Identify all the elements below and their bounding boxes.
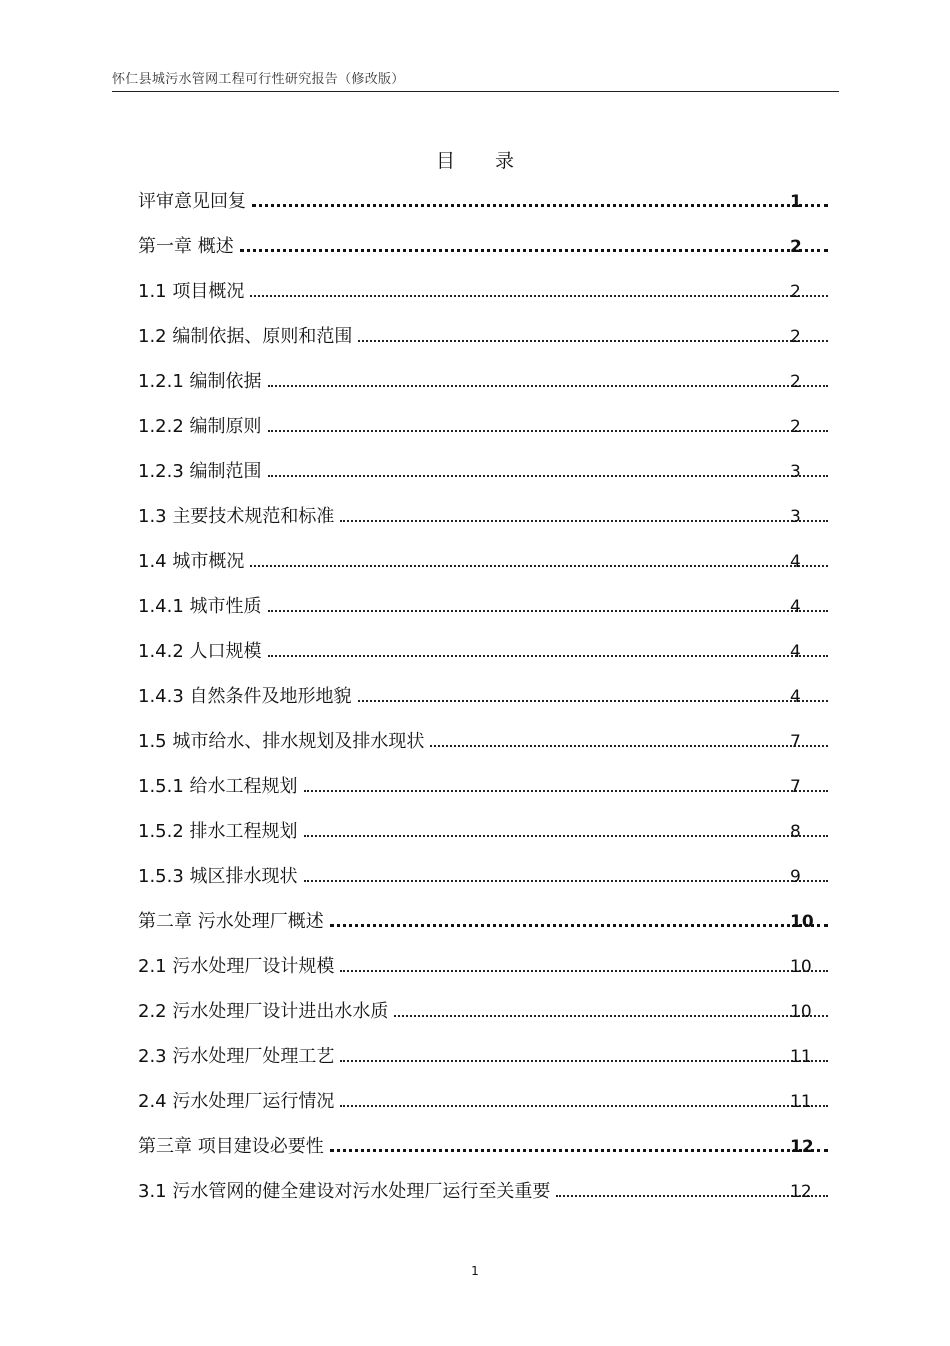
toc-entry-page: 4 — [790, 687, 801, 707]
toc-entry-page: 9 — [790, 867, 801, 887]
toc-entry[interactable] — [138, 861, 838, 906]
toc-entry-label: 1.3 主要技术规范和标准 — [138, 505, 338, 529]
table-of-contents — [138, 186, 838, 1221]
toc-entry-page: 2 — [790, 417, 801, 437]
toc-entry[interactable] — [138, 501, 838, 546]
toc-entry[interactable] — [138, 591, 838, 636]
toc-entry-label: 第二章 污水处理厂概述 — [138, 910, 328, 934]
toc-entry-page: 1 — [790, 192, 802, 212]
toc-entry[interactable] — [138, 636, 838, 681]
toc-dot-leader — [330, 922, 828, 927]
toc-entry-label: 2.2 污水处理厂设计进出水水质 — [138, 1000, 392, 1024]
toc-entry-page: 4 — [790, 552, 801, 572]
toc-entry[interactable] — [138, 726, 838, 771]
toc-entry-label: 1.5.1 给水工程规划 — [138, 775, 302, 799]
toc-entry-label: 3.1 污水管网的健全建设对污水处理厂运行至关重要 — [138, 1180, 554, 1204]
toc-dot-leader — [358, 698, 828, 702]
toc-entry[interactable] — [138, 186, 838, 231]
toc-entry[interactable] — [138, 321, 838, 366]
toc-entry[interactable] — [138, 1176, 838, 1221]
toc-dot-leader — [268, 428, 828, 432]
toc-entry[interactable] — [138, 1041, 838, 1086]
toc-dot-leader — [304, 833, 828, 837]
toc-entry-label: 第一章 概述 — [138, 235, 238, 259]
page-number: 1 — [471, 1264, 479, 1278]
toc-dot-leader — [340, 518, 828, 522]
toc-entry-label: 1.2.3 编制范围 — [138, 460, 266, 484]
toc-dot-leader — [340, 1058, 828, 1062]
toc-dot-leader — [268, 653, 828, 657]
toc-entry-label: 1.5.3 城区排水现状 — [138, 865, 302, 889]
toc-entry[interactable] — [138, 366, 838, 411]
toc-dot-leader — [250, 563, 828, 567]
toc-entry-label: 1.2 编制依据、原则和范围 — [138, 325, 356, 349]
toc-dot-leader — [340, 968, 828, 972]
toc-entry-label: 1.2.1 编制依据 — [138, 370, 266, 394]
toc-entry-page: 7 — [790, 777, 801, 797]
toc-entry-page: 2 — [790, 372, 801, 392]
toc-entry[interactable] — [138, 1086, 838, 1131]
toc-entry-page: 11 — [790, 1092, 812, 1112]
toc-entry-page: 4 — [790, 642, 801, 662]
toc-entry-label: 第三章 项目建设必要性 — [138, 1135, 328, 1159]
toc-entry[interactable] — [138, 771, 838, 816]
toc-entry-page: 3 — [790, 462, 801, 482]
toc-entry-label: 1.4.2 人口规模 — [138, 640, 266, 664]
toc-entry-page: 10 — [790, 912, 814, 932]
toc-dot-leader — [340, 1103, 828, 1107]
toc-entry-label: 1.5.2 排水工程规划 — [138, 820, 302, 844]
toc-entry-page: 3 — [790, 507, 801, 527]
toc-entry[interactable] — [138, 276, 838, 321]
toc-entry-label: 1.4 城市概况 — [138, 550, 248, 574]
toc-entry-page: 10 — [790, 1002, 812, 1022]
toc-entry-page: 2 — [790, 282, 801, 302]
toc-entry[interactable] — [138, 996, 838, 1041]
toc-entry[interactable] — [138, 906, 838, 951]
toc-entry-page: 7 — [790, 732, 801, 752]
toc-dot-leader — [556, 1193, 828, 1197]
toc-entry-page: 10 — [790, 957, 812, 977]
toc-entry-page: 8 — [790, 822, 801, 842]
toc-dot-leader — [358, 338, 828, 342]
toc-entry[interactable] — [138, 1131, 838, 1176]
toc-entry[interactable] — [138, 951, 838, 996]
toc-dot-leader — [252, 202, 828, 207]
toc-dot-leader — [304, 878, 828, 882]
toc-entry-page: 4 — [790, 597, 801, 617]
toc-entry[interactable] — [138, 411, 838, 456]
header-title: 怀仁县城污水管网工程可行性研究报告（修改版） — [112, 72, 405, 87]
toc-entry[interactable] — [138, 231, 838, 276]
toc-entry-label: 1.1 项目概况 — [138, 280, 248, 304]
toc-entry-label: 1.4.1 城市性质 — [138, 595, 266, 619]
toc-entry-label: 2.3 污水处理厂处理工艺 — [138, 1045, 338, 1069]
page-header — [112, 64, 839, 92]
toc-entry-label: 2.1 污水处理厂设计规模 — [138, 955, 338, 979]
toc-dot-leader — [330, 1147, 828, 1152]
toc-entry[interactable] — [138, 681, 838, 726]
toc-entry[interactable] — [138, 546, 838, 591]
toc-entry-page: 12 — [790, 1182, 812, 1202]
toc-title: 目录 — [435, 150, 554, 172]
toc-dot-leader — [250, 293, 828, 297]
toc-entry-page: 12 — [790, 1137, 814, 1157]
toc-entry-label: 2.4 污水处理厂运行情况 — [138, 1090, 338, 1114]
toc-dot-leader — [268, 608, 828, 612]
toc-entry-page: 11 — [790, 1047, 812, 1067]
toc-entry-label: 1.4.3 自然条件及地形地貌 — [138, 685, 356, 709]
toc-dot-leader — [268, 383, 828, 387]
toc-dot-leader — [304, 788, 828, 792]
toc-dot-leader — [240, 247, 828, 252]
toc-dot-leader — [394, 1013, 828, 1017]
toc-entry-page: 2 — [790, 327, 801, 347]
toc-entry-page: 2 — [790, 237, 802, 257]
toc-entry-label: 1.5 城市给水、排水规划及排水现状 — [138, 730, 428, 754]
toc-entry[interactable] — [138, 816, 838, 861]
toc-entry-label: 1.2.2 编制原则 — [138, 415, 266, 439]
toc-dot-leader — [430, 743, 828, 747]
toc-entry[interactable] — [138, 456, 838, 501]
toc-entry-label: 评审意见回复 — [138, 190, 250, 214]
toc-dot-leader — [268, 473, 828, 477]
